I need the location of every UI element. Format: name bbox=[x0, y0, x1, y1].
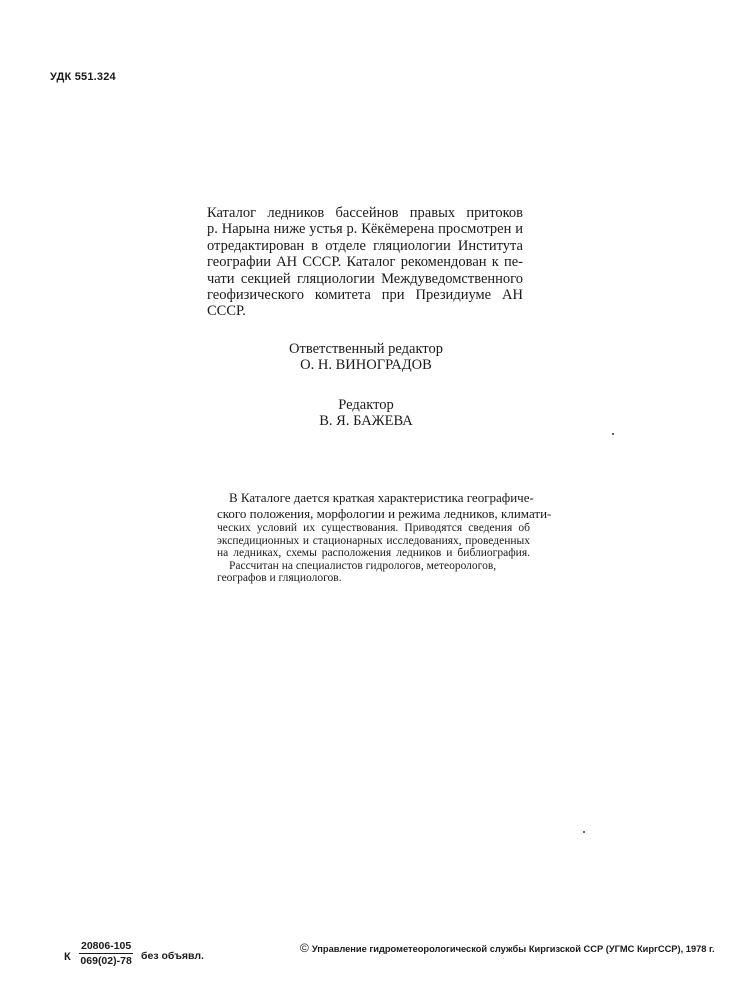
copyright-text: Управление гидрометеорологической службы Киргизской ССР (УГМС КиргССР), 1978 г. bbox=[311, 944, 715, 954]
imprint-fraction bbox=[79, 940, 133, 967]
abstract-line: ческих условий их существования. Приводятся сведения об bbox=[217, 522, 530, 534]
responsible-editor-block bbox=[200, 341, 532, 373]
abstract bbox=[217, 490, 552, 585]
udk-code: УДК 551.324 bbox=[50, 71, 116, 83]
approval-line: отредактирован в отделе гляциологии Института bbox=[207, 237, 523, 254]
responsible-editor-label: Ответственный редактор bbox=[289, 341, 443, 357]
abstract-line: на ледниках, схемы расположения ледников и библиография. bbox=[217, 547, 530, 560]
editor-block bbox=[200, 397, 532, 429]
approval-paragraph bbox=[207, 205, 523, 320]
print-speck bbox=[583, 831, 585, 833]
editor-name: В. Я. БАЖЕВА bbox=[319, 413, 413, 429]
abstract-line: географов и гляциологов. bbox=[217, 572, 342, 585]
approval-line: географии АН СССР. Каталог рекомендован к пе- bbox=[207, 254, 523, 271]
approval-line: СССР. bbox=[207, 303, 246, 320]
copyright-icon: © bbox=[300, 941, 309, 955]
imprint-note: без объявл. bbox=[141, 950, 204, 962]
editor-label: Редактор bbox=[338, 397, 394, 413]
approval-line: геофизического комитета при Президиуме АН bbox=[207, 287, 523, 304]
imprint-numerator: 20806-105 bbox=[81, 940, 132, 952]
imprint-letter: К bbox=[64, 951, 71, 963]
approval-line: Каталог ледников бассейнов правых притоков bbox=[207, 205, 523, 221]
approval-line: чати секцией гляциологии Междуведомственного bbox=[207, 270, 523, 287]
copyright-line bbox=[300, 941, 715, 955]
abstract-line: экспедиционных и стационарных исследованиях, проведенных bbox=[217, 534, 530, 547]
print-speck bbox=[612, 433, 614, 435]
imprint-denominator: 069(02)-78 bbox=[80, 955, 132, 967]
abstract-line: В Каталоге дается краткая характеристика географиче- bbox=[229, 490, 534, 505]
responsible-editor-name: О. Н. ВИНОГРАДОВ bbox=[300, 357, 432, 373]
approval-line: р. Нарына ниже устья р. Кёкёмерена просмотрен и bbox=[207, 221, 523, 238]
abstract-line: Рассчитан на специалистов гидрологов, метеорологов, bbox=[229, 559, 497, 572]
abstract-line: ского положения, морфологии и режима ледников, климати- bbox=[217, 506, 552, 521]
